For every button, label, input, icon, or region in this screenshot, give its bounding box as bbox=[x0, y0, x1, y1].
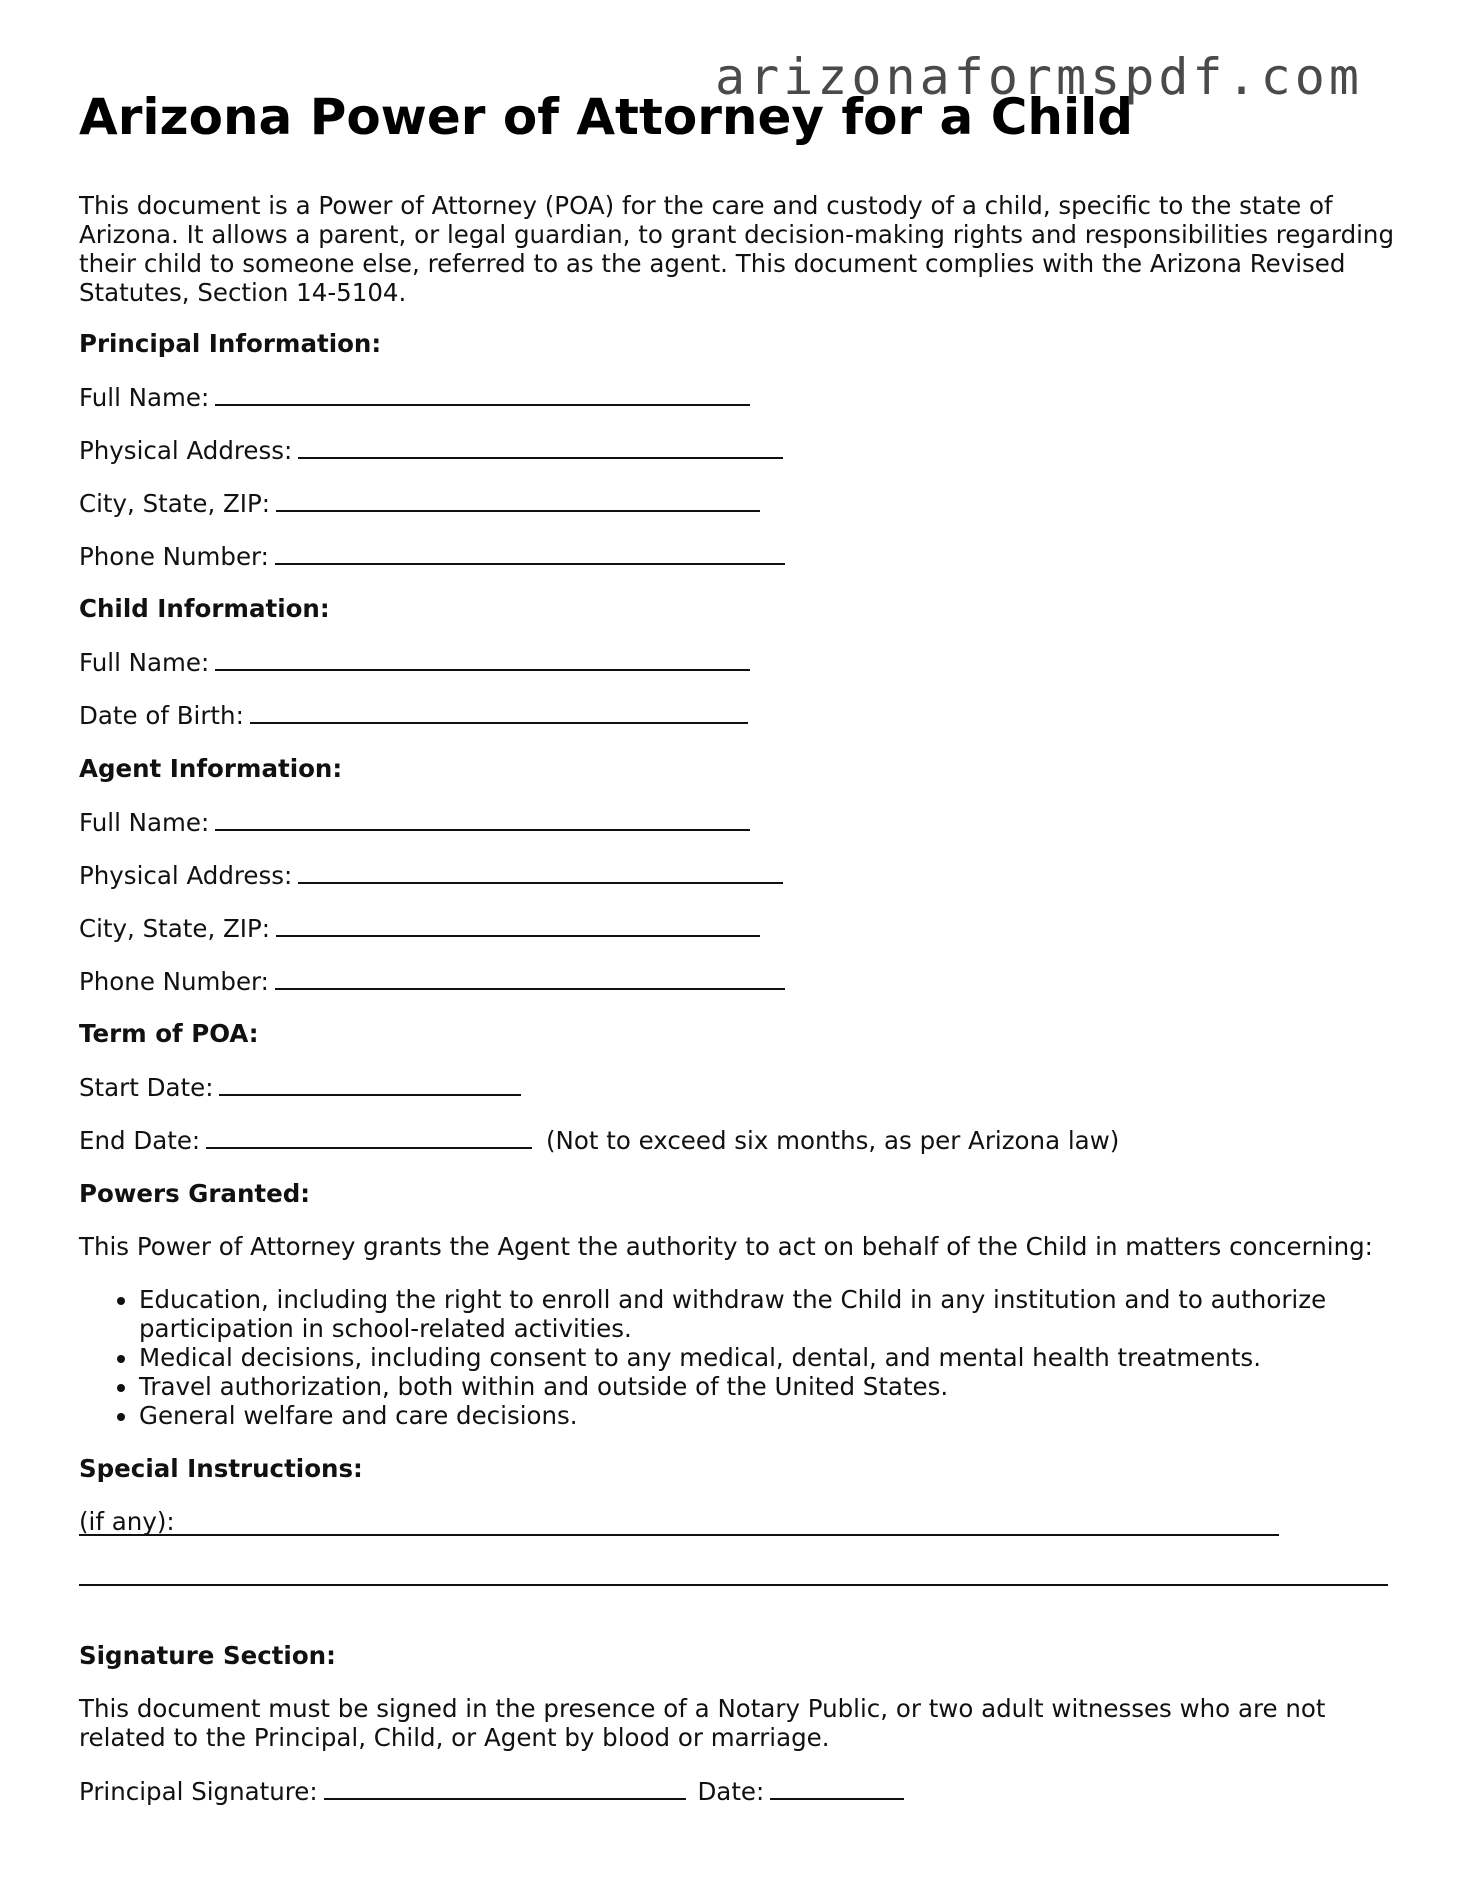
powers-list-item: • General welfare and care decisions. bbox=[139, 1401, 1409, 1430]
agent-address-field[interactable] bbox=[79, 860, 783, 890]
principal-address-field[interactable] bbox=[79, 435, 783, 465]
principal-city-field[interactable] bbox=[79, 488, 760, 518]
child-dob-blank[interactable] bbox=[250, 700, 748, 724]
start-date-blank[interactable] bbox=[219, 1072, 521, 1096]
powers-intro: This Power of Attorney grants the Agent the authority to act on behalf of the Child in matters concerning: bbox=[79, 1232, 1373, 1261]
principal-address-blank[interactable] bbox=[298, 435, 783, 459]
agent-address-label: Physical Address: bbox=[79, 861, 293, 890]
start-date-label: Start Date: bbox=[79, 1073, 214, 1102]
special-instructions-line-2[interactable] bbox=[79, 1584, 1388, 1586]
principal-city-blank[interactable] bbox=[276, 488, 760, 512]
special-heading: Special Instructions: bbox=[79, 1454, 363, 1483]
child-full-name-blank[interactable] bbox=[215, 647, 750, 671]
powers-list-item: • Travel authorization, both within and outside of the United States. bbox=[139, 1372, 1409, 1401]
agent-heading: Agent Information: bbox=[79, 754, 343, 783]
agent-phone-field[interactable] bbox=[79, 966, 785, 996]
powers-list-wrapper bbox=[79, 1285, 1409, 1430]
powers-list-item: • Medical decisions, including consent to any medical, dental, and mental health treatments. bbox=[139, 1343, 1409, 1372]
term-heading: Term of POA: bbox=[79, 1019, 259, 1048]
agent-city-label: City, State, ZIP: bbox=[79, 914, 271, 943]
child-dob-label: Date of Birth: bbox=[79, 701, 244, 730]
signature-heading: Signature Section: bbox=[79, 1641, 336, 1670]
principal-signature-label: Principal Signature: bbox=[79, 1777, 318, 1806]
principal-signature-field[interactable] bbox=[79, 1776, 904, 1806]
page-title: Arizona Power of Attorney for a Child bbox=[79, 88, 1134, 146]
special-instructions-line-1[interactable] bbox=[79, 1534, 1279, 1536]
child-full-name-label: Full Name: bbox=[79, 648, 210, 677]
principal-full-name-blank[interactable] bbox=[215, 382, 750, 406]
intro-paragraph: This document is a Power of Attorney (POA) for the care and custody of a child, specific to the state of Arizona. It allows a parent, or legal guardian, to grant decision-making rights and responsibilities regarding their child to someone else, referred to as the agent. This document complies with the Arizona Revised Statutes, Section 14-5104. bbox=[79, 191, 1395, 307]
principal-heading: Principal Information: bbox=[79, 329, 382, 358]
child-dob-field[interactable] bbox=[79, 700, 748, 730]
agent-phone-label: Phone Number: bbox=[79, 967, 269, 996]
principal-phone-blank[interactable] bbox=[275, 541, 785, 565]
powers-list-item: • Education, including the right to enroll and withdraw the Child in any institution and to authorize participation in school-related activities. bbox=[139, 1285, 1409, 1343]
principal-signature-blank[interactable] bbox=[324, 1776, 686, 1800]
agent-full-name-blank[interactable] bbox=[215, 807, 750, 831]
agent-full-name-label: Full Name: bbox=[79, 808, 210, 837]
agent-full-name-field[interactable] bbox=[79, 807, 750, 837]
signature-date-label: Date: bbox=[697, 1777, 765, 1806]
end-date-note: (Not to exceed six months, as per Arizona law) bbox=[545, 1126, 1120, 1155]
principal-phone-label: Phone Number: bbox=[79, 542, 269, 571]
principal-phone-field[interactable] bbox=[79, 541, 785, 571]
end-date-blank[interactable] bbox=[206, 1125, 532, 1149]
end-date-label: End Date: bbox=[79, 1126, 201, 1155]
powers-list bbox=[79, 1285, 1409, 1430]
principal-full-name-field[interactable] bbox=[79, 382, 750, 412]
agent-city-blank[interactable] bbox=[276, 913, 760, 937]
signature-date-blank[interactable] bbox=[770, 1776, 904, 1800]
site-watermark: arizonaformspdf.com bbox=[715, 48, 1363, 106]
principal-address-label: Physical Address: bbox=[79, 436, 293, 465]
special-label: (if any): bbox=[79, 1507, 175, 1536]
agent-phone-blank[interactable] bbox=[275, 966, 785, 990]
principal-city-label: City, State, ZIP: bbox=[79, 489, 271, 518]
signature-text: This document must be signed in the presence of a Notary Public, or two adult witnesses who are not related to the Principal, Child, or Agent by blood or marriage. bbox=[79, 1694, 1326, 1752]
agent-address-blank[interactable] bbox=[298, 860, 783, 884]
principal-full-name-label: Full Name: bbox=[79, 383, 210, 412]
start-date-field[interactable] bbox=[79, 1072, 521, 1102]
child-heading: Child Information: bbox=[79, 594, 330, 623]
child-full-name-field[interactable] bbox=[79, 647, 750, 677]
agent-city-field[interactable] bbox=[79, 913, 760, 943]
end-date-field[interactable] bbox=[79, 1125, 1119, 1155]
powers-heading: Powers Granted: bbox=[79, 1179, 311, 1208]
